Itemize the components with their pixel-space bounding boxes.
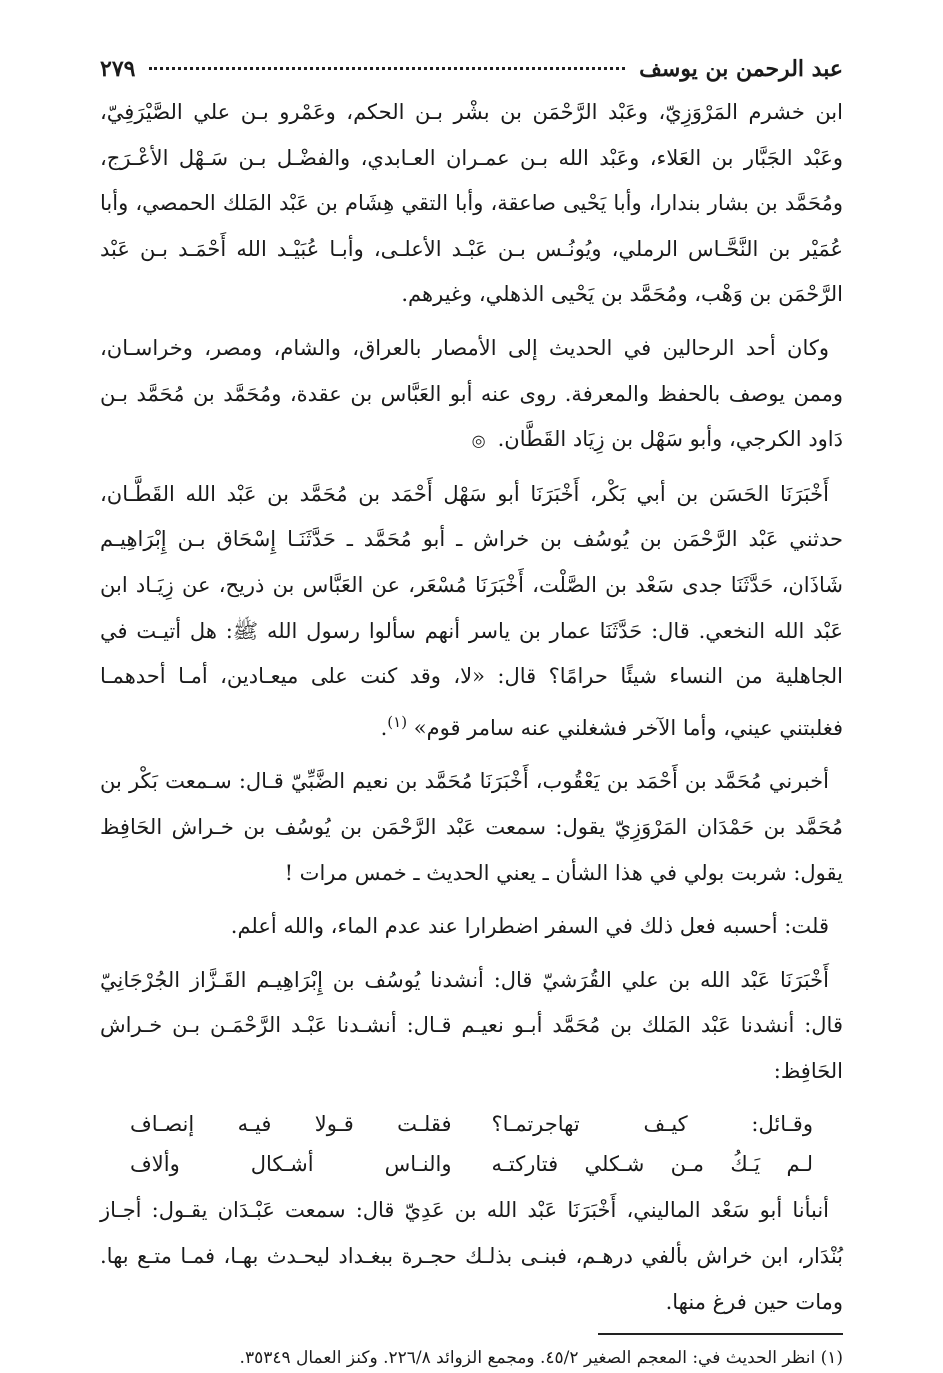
paragraph (100, 904, 843, 950)
paragraph-text: وكان أحد الرحالين في الحديث إلى الأمصار بالعراق، والشام، ومصر، وخراسـان، وممن يوصف بالحفظ والمعرفة. روى عنه أبو العَبَّاس بن عقدة، ومُحَمَّد بن مُحَمَّد بـن دَاود الكرجي، وأبو سَهْل بن زِيَاد القَطَّان. (100, 335, 843, 452)
verse-hemistich: والنـاس أشـكال وألاف (130, 1152, 452, 1177)
section-marker-icon: ◎ (471, 431, 486, 451)
running-header (100, 52, 843, 86)
header-dots (149, 67, 625, 70)
paragraph-text: أَخْبَرَنَا الحَسَن بن أبي بَكْر، أَخْبَرَنَا أبو سَهْل أَحْمَد بن مُحَمَّد بن عَبْد الله القَطَّـان، حدثني عَبْد الرَّحْمَن بن يُوسُف بن خراش ـ أبو مُحَمَّد ـ حَدَّثَنَـا إِسْحَاق بـن إِبْرَاهِيـم شَاذَان، حَدَّثَنَا جدى سَعْد بن الصَّلْت، أَخْبَرَنَا مُسْعَر، عن العَبَّاس بن ذريح، عن زِيَـاد ابن عَبْد الله النخعي. قال: حَدَّثَنَا عمار بن ياسر أنهم سألوا رسول الله ﷺ: هل أتيـت في الجاهلية من النساء شيئًا حرامًا؟ قال: «لا، وقد كنت على ميعـادين، أمـا أحدهمـا فغلبتني عيني، وأما الآخر فشغلني عنه سامر قوم» (100, 481, 843, 740)
body-text (100, 90, 843, 1325)
footnote-ref: (١) (387, 712, 408, 731)
paragraph (100, 958, 843, 1095)
paragraph-text: ابن خشرم المَرْوَزِيّ، وعَبْد الرَّحْمَن بن بشْر بـن الحكم، وعَمْرو بـن علي الصَّيْرَفِيّ، وعَبْد الجَبَّار بن العَلاء، وعَبْد الله بـن عمـران العـابدي، والفضْـل بـن سَـهْل الأعْـرَج، ومُحَمَّد بن بشار بندارا، وأبا يَحْيى صاعقة، وأبا التقي هِشَام بن عَبْد المَلك الحمصي، وأبا عُمَيْر بن النَّحَّـاس الرملي، ويُونُـس بـن عَبْـد الأعلـى، وأبـا عُبَيْـد الله أَحْمَـد بـن عَبْد الرَّحْمَن بن وَهْب، ومُحَمَّد بن يَحْيى الذهلي، وغيرهم. (100, 100, 843, 307)
paragraph (100, 1188, 843, 1325)
footnote-divider (598, 1333, 843, 1335)
verse-hemistich: وقـائل: كيـف تهاجرتمـا؟ (491, 1112, 813, 1137)
verse-hemistich: فقلـت قـولا فيـه إنصـاف (130, 1112, 452, 1137)
header-title: عبد الرحمن بن يوسف (639, 56, 843, 82)
paragraph (100, 759, 843, 896)
verse-hemistich: لـم يَـكُ مـن شـكلي فتاركتـه (491, 1152, 813, 1177)
footnote: (١) انظر الحديث في: المعجم الصغير ٤٥/٢. ومجمع الزوائد ٢٢٦/٨. وكنز العمال ٣٥٣٤٩. (239, 1348, 843, 1369)
paragraph-text: أخبرني مُحَمَّد بن أَحْمَد بن يَعْقُوب، أَخْبَرَنَا مُحَمَّد بن نعيم الضَّبِّيّ قـال: سـمعت بَكْر بن مُحَمَّد بن حَمْدَان المَرْوَزِيّ يقول: سمعت عَبْد الرَّحْمَن بن يُوسُف بن خـراش الحَافِظ يقول: شربت بولي في هذا الشأن ـ يعني الحديث ـ خمس مرات ! (100, 769, 843, 885)
paragraph (100, 472, 843, 752)
paragraph (100, 90, 843, 318)
sentence-end: . (380, 715, 388, 740)
paragraph-text: أَخْبَرَنَا عَبْد الله بن علي القُرَشيّ قال: أنشدنا يُوسُف بن إِبْرَاهِيـم القَـزَّاز الجُرْجَانِيّ قال: أنشدنا عَبْد المَلك بن مُحَمَّد أبـو نعيـم قـال: أنشـدنا عَبْـد الرَّحْمَـن بـن خـراش الحَافِظ: (100, 967, 843, 1083)
paragraph-text: أنبأنا أبو سَعْد الماليني، أَخْبَرَنَا عَبْد الله بن عَدِيّ قال: سمعت عَبْـدَان يقـول: أجـاز بُنْدَار، ابن خراش بألفي درهـم، فبنـى بذلـك حجـرة ببغـداد ليحـدث بهـا، فمـا متـع بها. ومات حين فرغ منها. (100, 1198, 843, 1314)
paragraph (100, 326, 843, 464)
paragraph-text: قلت: أحسبه فعل ذلك في السفر اضطرارا عند عدم الماء، والله أعلم. (230, 914, 829, 939)
page-number: ٢٧٩ (100, 56, 136, 82)
poem-verses (130, 1104, 813, 1184)
